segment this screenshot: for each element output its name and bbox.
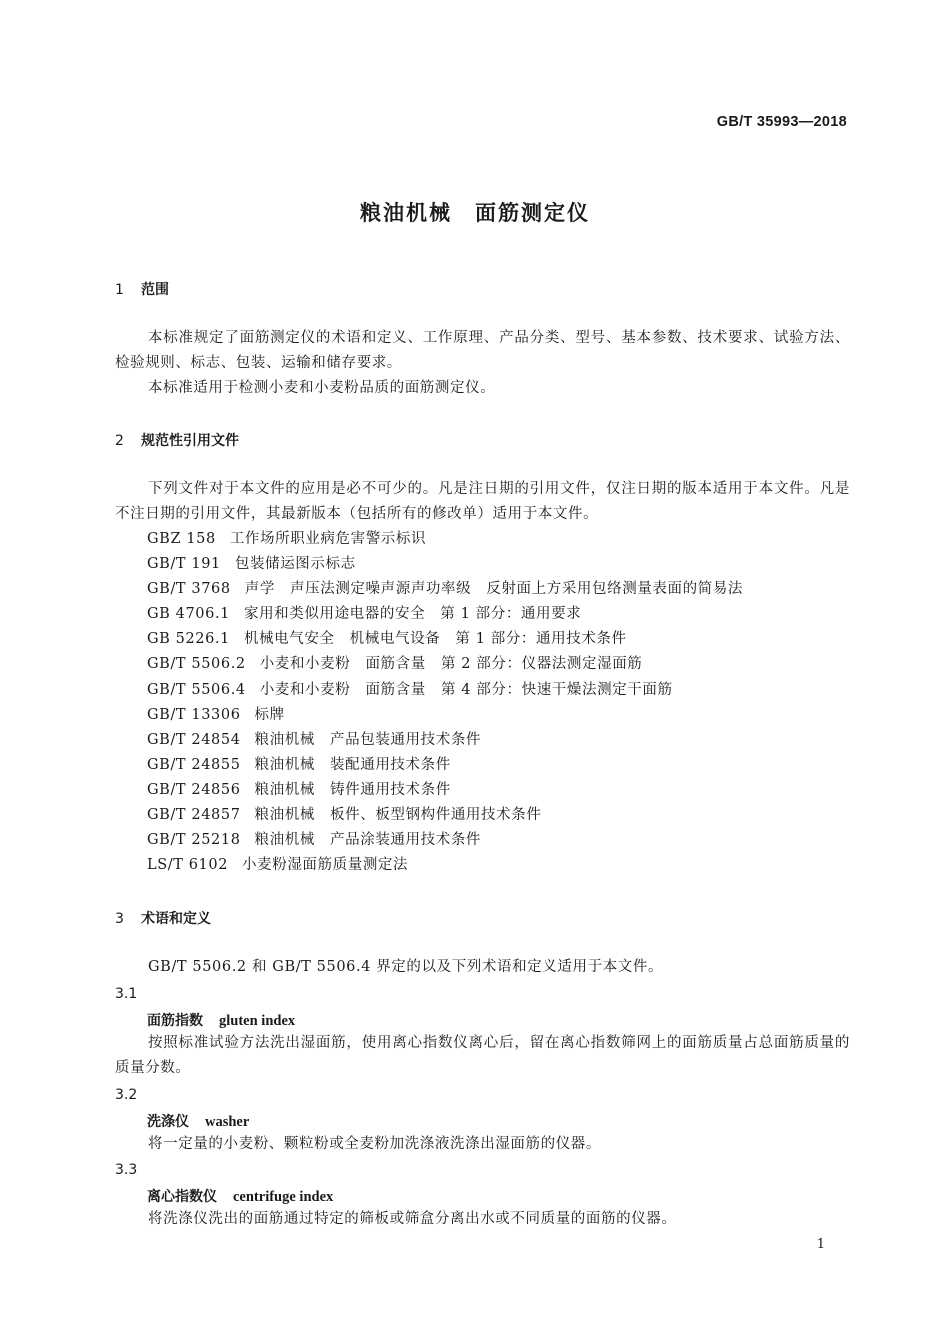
reference-title: 小麦和小麦粉 面筋含量 第 2 部分：仪器法测定湿面筋 bbox=[259, 656, 643, 673]
term-zh: 洗涤仪 bbox=[147, 1114, 189, 1130]
section-number: 1 bbox=[115, 282, 124, 298]
page-number: 1 bbox=[816, 1237, 825, 1252]
reference-item bbox=[147, 703, 743, 728]
reference-title: 声学 声压法测定噪声源声功率级 反射面上方采用包络测量表面的简易法 bbox=[244, 581, 744, 598]
reference-title: 小麦粉湿面筋质量测定法 bbox=[242, 857, 409, 874]
section-heading-terms bbox=[115, 908, 211, 928]
reference-title: 机械电气安全 机械电气设备 第 1 部分：通用技术条件 bbox=[243, 631, 627, 648]
reference-code: GBZ 158 bbox=[147, 531, 216, 547]
term-en: gluten index bbox=[219, 1013, 296, 1029]
reference-code: GB/T 24857 bbox=[147, 807, 241, 824]
reference-item bbox=[147, 778, 743, 803]
standard-code: GB/T 35993—2018 bbox=[716, 114, 847, 130]
reference-item bbox=[147, 577, 743, 602]
reference-title: 家用和类似用途电器的安全 第 1 部分：通用要求 bbox=[243, 606, 582, 623]
reference-code: GB 4706.1 bbox=[147, 606, 230, 623]
reference-title: 粮油机械 产品包装通用技术条件 bbox=[254, 731, 482, 748]
reference-code: GB/T 24854 bbox=[147, 731, 241, 748]
term-zh: 离心指数仪 bbox=[147, 1189, 217, 1205]
reference-item bbox=[147, 652, 743, 677]
reference-title: 粮油机械 铸件通用技术条件 bbox=[254, 781, 451, 798]
section-title: 范围 bbox=[141, 282, 169, 298]
reference-item bbox=[147, 728, 743, 753]
reference-title: 工作场所职业病危害警示标识 bbox=[229, 531, 427, 547]
references-intro: 下列文件对于本文件的应用是必不可少的。凡是注日期的引用文件，仅注日期的版本适用于本文件。凡是不注日期的引用文件，其最新版本（包括所有的修改单）适用于本文件。 bbox=[115, 481, 850, 522]
reference-title: 包装储运图示标志 bbox=[234, 556, 356, 573]
section-title: 规范性引用文件 bbox=[141, 433, 239, 449]
term-definition: 将一定量的小麦粉、颗粒粉或全麦粉加洗涤液洗涤出湿面筋的仪器。 bbox=[148, 1136, 601, 1152]
reference-code: GB/T 191 bbox=[147, 556, 221, 573]
reference-code: GB/T 5506.4 bbox=[147, 681, 246, 698]
section-heading-references bbox=[115, 430, 239, 450]
reference-title: 粮油机械 装配通用技术条件 bbox=[254, 756, 451, 773]
section-heading-scope bbox=[115, 279, 169, 299]
term-number: 3.3 bbox=[115, 1162, 138, 1178]
reference-code: GB/T 5506.2 bbox=[147, 656, 246, 673]
term-heading bbox=[147, 1186, 333, 1206]
reference-item bbox=[147, 853, 743, 878]
term-heading bbox=[147, 1010, 295, 1030]
reference-item bbox=[147, 552, 743, 577]
reference-title: 粮油机械 板件、板型钢构件通用技术条件 bbox=[254, 807, 542, 824]
reference-item bbox=[147, 602, 743, 627]
term-definition: 将洗涤仪洗出的面筋通过特定的筛板或筛盒分离出水或不同质量的面筋的仪器。 bbox=[148, 1211, 677, 1227]
terms-intro: GB/T 5506.2 和 GB/T 5506.4 界定的以及下列术语和定义适用于本文件。 bbox=[148, 959, 664, 975]
section-title: 术语和定义 bbox=[141, 911, 211, 927]
term-en: washer bbox=[205, 1114, 250, 1130]
reference-list bbox=[147, 527, 743, 878]
term-definition: 按照标准试验方法洗出湿面筋，使用离心指数仪离心后，留在离心指数筛网上的面筋质量占总面筋质量的质量分数。 bbox=[115, 1035, 850, 1076]
reference-code: LS/T 6102 bbox=[147, 857, 229, 874]
term-number: 3.2 bbox=[115, 1087, 138, 1103]
reference-code: GB/T 13306 bbox=[147, 706, 241, 723]
reference-item bbox=[147, 828, 743, 853]
reference-item bbox=[147, 627, 743, 652]
reference-title: 标牌 bbox=[254, 706, 285, 723]
reference-item bbox=[147, 803, 743, 828]
document-title: 粮油机械 面筋测定仪 bbox=[360, 201, 590, 225]
reference-code: GB/T 24855 bbox=[147, 756, 241, 773]
term-number: 3.1 bbox=[115, 986, 138, 1002]
term-en: centrifuge index bbox=[233, 1189, 334, 1205]
reference-code: GB/T 24856 bbox=[147, 781, 241, 798]
term-heading bbox=[147, 1111, 249, 1131]
reference-title: 小麦和小麦粉 面筋含量 第 4 部分：快速干燥法测定干面筋 bbox=[259, 681, 673, 698]
reference-item bbox=[147, 527, 743, 552]
scope-paragraph-1: 本标准规定了面筋测定仪的术语和定义、工作原理、产品分类、型号、基本参数、技术要求、试验方法、检验规则、标志、包装、运输和储存要求。 bbox=[115, 330, 850, 371]
reference-title: 粮油机械 产品涂装通用技术条件 bbox=[254, 832, 482, 849]
reference-code: GB/T 3768 bbox=[147, 581, 231, 598]
section-number: 3 bbox=[115, 911, 124, 927]
reference-code: GB/T 25218 bbox=[147, 832, 241, 849]
reference-item bbox=[147, 678, 743, 703]
term-zh: 面筋指数 bbox=[147, 1013, 203, 1029]
section-number: 2 bbox=[115, 433, 124, 449]
scope-paragraph-2: 本标准适用于检测小麦和小麦粉品质的面筋测定仪。 bbox=[148, 380, 496, 396]
reference-item bbox=[147, 753, 743, 778]
reference-code: GB 5226.1 bbox=[147, 631, 230, 648]
